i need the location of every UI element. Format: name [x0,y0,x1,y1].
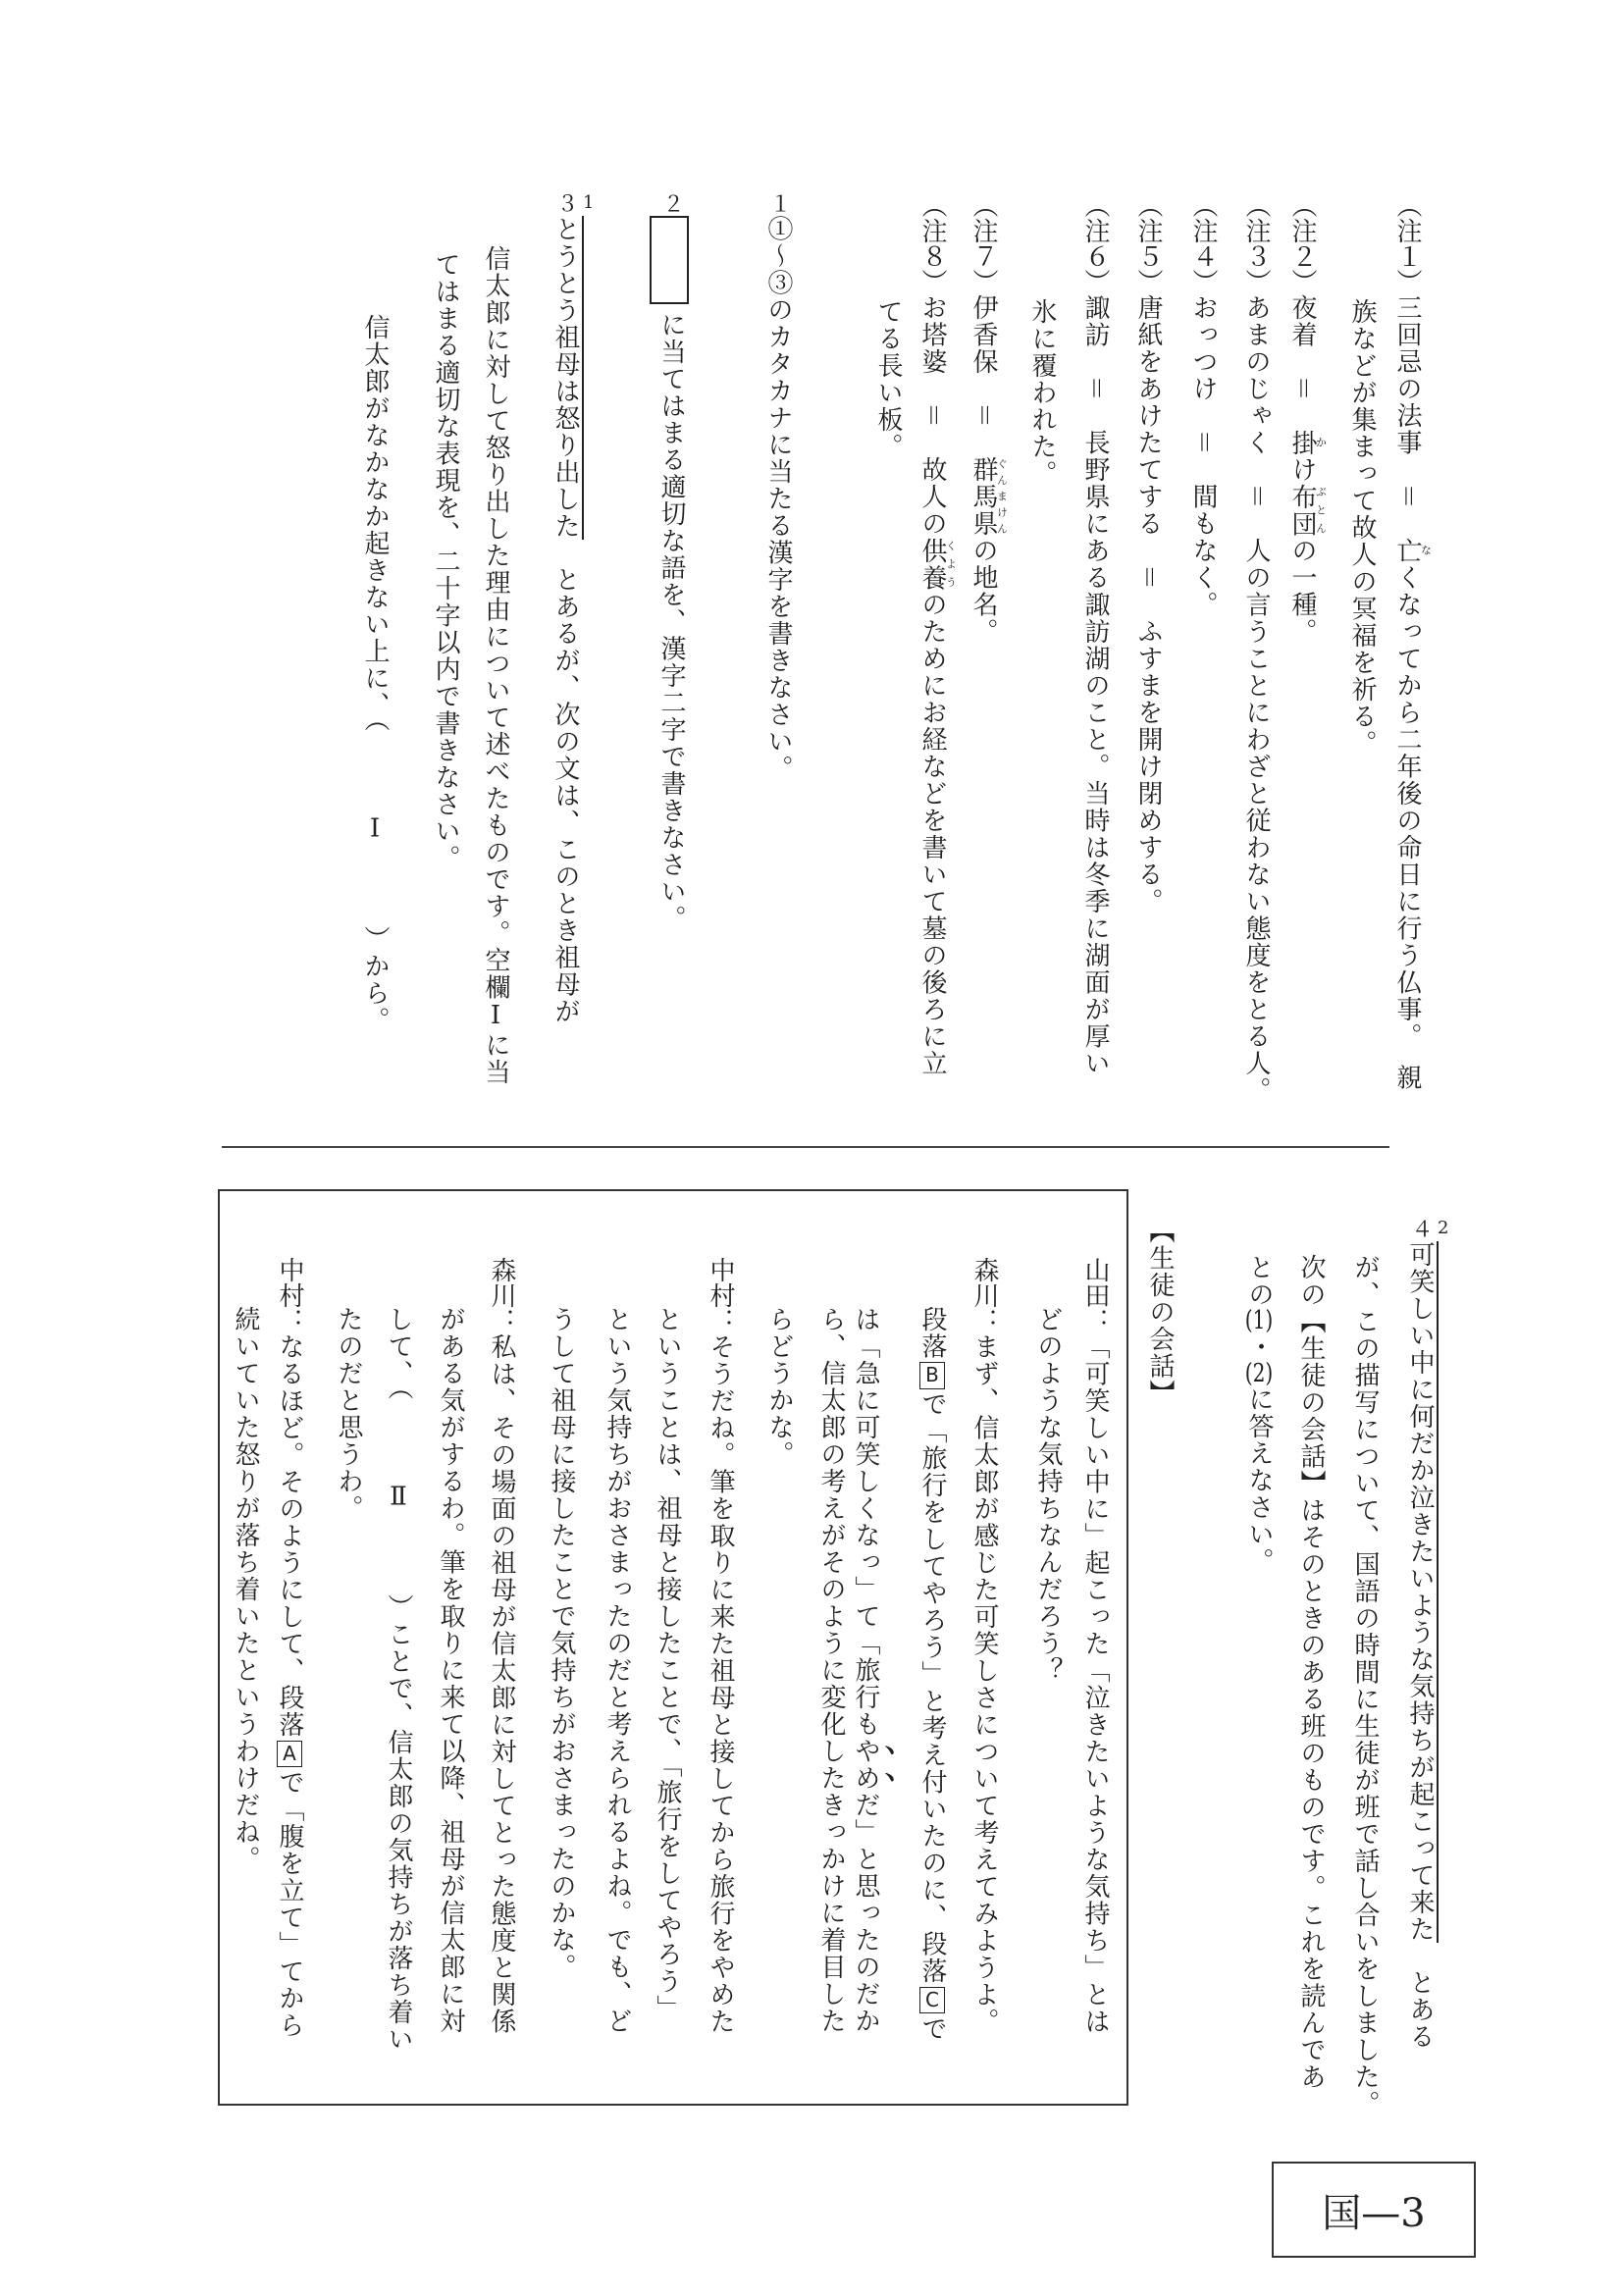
text-column [1077,1257,1113,2035]
text-run: たのだと思うわ。 [334,1306,363,1522]
text-run: 私は、その場面の祖母が信太郎に対してとった態度と関係 [487,1333,516,2035]
text-column [1024,298,1060,488]
text-run: で「旅行をしてやろう」と考え付いたのに、段落 [917,1390,947,1985]
ruby-reading: くよう [944,537,958,592]
text-run: ・ [1244,1333,1274,1361]
text-column [433,1306,468,2035]
text-run: てはまる適切な表現を、二十字以内で書きなさい。 [431,251,460,872]
text-run: まず、信太郎が感じた可笑しさについて考えてみようよ。 [969,1333,999,2035]
text-column [650,1306,685,2022]
question-number: ４ [1408,1218,1433,1241]
text-run: くなってから二年後の命日に行う仏事。 親 [1392,564,1422,1092]
text-run: てる長い板。 [873,298,903,460]
text-column [703,1257,738,2035]
note-label: （注７） [969,192,998,294]
page-number [1272,2162,1476,2258]
text-run: そうだね。筆を取りに来た祖母と接してから旅行をやめた [706,1333,735,2035]
ruby-reading: か [1314,429,1328,457]
ruby-reading: ぐんまけん [995,456,1009,538]
text-run: 信太郎がなかなか起きない上に、（ Ⅰ ）から。 [360,314,390,1034]
text-column [1238,192,1274,1104]
text-run: 唐紙をあけたてする ＝ ふすまを開け閉めする。 [1133,294,1163,915]
text-column [870,298,906,460]
ruby-reading: な [1419,537,1433,565]
question-number: ３ [553,192,578,216]
text-run: ら、信太郎の考えがそのように変化したきっかけに着目した [816,1306,846,2035]
speaker-name: 森川： [969,1257,999,1333]
underline-number: 1 [583,191,596,213]
text-column [1392,192,1433,1092]
text-column [331,1306,366,1522]
text-run: あまのじゃく ＝ 人の言うことにわざと従わない態度をとる人。 [1241,294,1271,1104]
text-run: 族などが集まって故人の冥福を祈る。 [1347,298,1377,757]
text-run: の地名。 [969,537,998,646]
text-run: して、（ Ⅱ ）ことで、信太郎の気持ちが落ち着い [384,1306,413,2053]
speaker-name: 森川： [487,1257,516,1333]
ruby-text [969,456,1009,538]
text-column [1241,1254,1277,1575]
text-column [1293,1254,1329,2091]
text-run: 夜着 ＝ [1287,294,1317,430]
speaker-name: 中村： [275,1257,304,1333]
text-column [969,192,1009,646]
section-divider [222,1146,1389,1148]
text-run: なるほど。そのようにして、段落 [275,1333,304,1739]
text-column [1344,298,1380,757]
ruby-base: 供養 [917,537,947,592]
text-column [1030,1306,1066,1684]
note-label: （注２） [1287,192,1317,294]
text-run: どのような気持ちなんだろう？ [1033,1306,1063,1684]
note-label: （注６） [1080,192,1110,294]
note-label: （注１） [1392,192,1422,294]
ruby-text [1392,537,1433,565]
text-column [1402,1217,1450,2051]
paragraph-letter-box: C [920,1987,944,2012]
text-run: に答えなさい。 [1244,1385,1274,1575]
subquestion-number: (2) [1244,1360,1274,1386]
text-run: で「腹を立て」てから [275,1769,304,2039]
text-run: の一種。 [1287,537,1317,646]
text-column [381,1306,416,2053]
ruby-base: 群馬県 [969,456,998,538]
text-column [1142,1218,1178,1407]
text-column [478,245,513,1086]
text-run: 次の【生徒の会話】はそのときのある班のものです。これを読んであ [1296,1254,1326,2091]
text-run: お塔婆 ＝ 故人の [917,294,947,538]
subquestion-number: (1) [1244,1308,1274,1333]
text-run: らどうかな。 [764,1306,794,1468]
text-run: だ」と思ったのだか [851,1792,880,2035]
underlined-passage [550,191,596,540]
answer-blank-box [650,216,689,304]
text-run: け [1287,456,1317,484]
text-run: とある [1405,1942,1435,2051]
text-column [357,314,393,1034]
text-column [917,192,958,1077]
text-run: に当てはまる適切な語を、漢字二字で書きなさい。 [656,311,686,932]
text-column [1130,192,1166,915]
text-column [1287,192,1328,646]
emphasized-text: やめ [851,1738,880,1792]
text-column [548,191,596,1025]
text-column [484,1257,519,2035]
text-column [1077,192,1113,1077]
text-column [428,251,463,872]
text-run: のためにお経などを書いて墓の後ろに立 [917,591,947,1077]
ruby-text [1287,429,1328,457]
text-column [761,1306,797,1468]
paragraph-letter-box: A [278,1741,301,1766]
text-column [967,1257,1002,2035]
text-run: ①～③のカタカナに当たる漢字を書きなさい。 [763,215,793,782]
text-run: うして祖母に接したことで気持ちがおさまったのかな。 [547,1306,576,1981]
text-column [600,1306,635,2035]
text-column [760,192,796,782]
underlined-text: とうとう祖母は怒り出した [550,215,580,540]
question-number: ２ [659,192,684,216]
text-column [1185,192,1221,618]
text-column [851,1306,899,2035]
text-run: 諏訪 ＝ 長野県にある諏訪湖のこと。当時は冬季に湖面が厚い [1080,294,1110,1077]
ruby-base: 掛 [1287,429,1317,457]
ruby-base: 亡 [1392,537,1422,565]
page-number-text: 国—3 [1322,2190,1426,2236]
text-run: 「可笑しい中に」起こった「泣きたいような気持ち」とは [1080,1333,1110,2035]
text-run: 【生徒の会話】 [1145,1218,1175,1407]
text-run: ということは、祖母と接したことで、「旅行をしてやろう」 [653,1306,682,2022]
text-column [654,192,689,932]
text-run: で [917,2015,947,2043]
text-run: 三回忌の法事 ＝ [1392,294,1422,538]
text-column [544,1306,579,1981]
text-run: は「急に可笑しくなっ」て「旅行も [851,1306,880,1738]
note-label: （注５） [1133,192,1163,294]
text-column [915,1306,950,2043]
text-run: 氷に覆われた。 [1027,298,1057,488]
text-run: 段落 [917,1306,947,1360]
text-column [813,1306,849,2035]
text-run: という気持ちがおさまったのだと考えられるよね。でも、ど [602,1306,632,2035]
text-run: が、この描写について、国語の時間に生徒が班で話し合いをしました。 [1350,1254,1380,2117]
text-column [272,1257,307,2039]
underlined-text: 可笑しい中に何だか泣きたいような気持ちが起こって来た [1405,1240,1435,1943]
note-label: （注３） [1241,192,1271,294]
text-run: との [1244,1254,1274,1308]
note-label: （注８） [917,192,947,294]
speaker-name: 山田： [1080,1257,1110,1333]
underline-number: 2 [1438,1217,1450,1238]
text-run: おっつけ ＝ 間もなく。 [1188,294,1218,619]
text-run: 信太郎に対して怒り出した理由について述べたものです。空欄Ⅰに当 [481,245,510,1086]
ruby-base: 布団 [1287,483,1317,538]
ruby-reading: ぶとん [1314,483,1328,538]
underlined-passage [1405,1217,1450,1943]
text-run: 伊香保 ＝ [969,294,998,457]
text-run: とあるが、次の文は、このとき祖母が [550,539,580,1025]
speaker-name: 中村： [706,1257,735,1333]
text-column [1347,1254,1383,2117]
text-column [228,1306,263,1873]
text-run: がある気がするわ。筆を取りに来て以降、祖母が信太郎に対 [436,1306,465,2035]
ruby-text [1287,483,1328,538]
paragraph-letter-box: B [920,1363,944,1388]
question-number: １ [766,192,791,216]
text-run: 続いていた怒りが落ち着いたというわけだね。 [231,1306,260,1873]
ruby-text [917,537,958,592]
note-label: （注４） [1188,192,1218,294]
